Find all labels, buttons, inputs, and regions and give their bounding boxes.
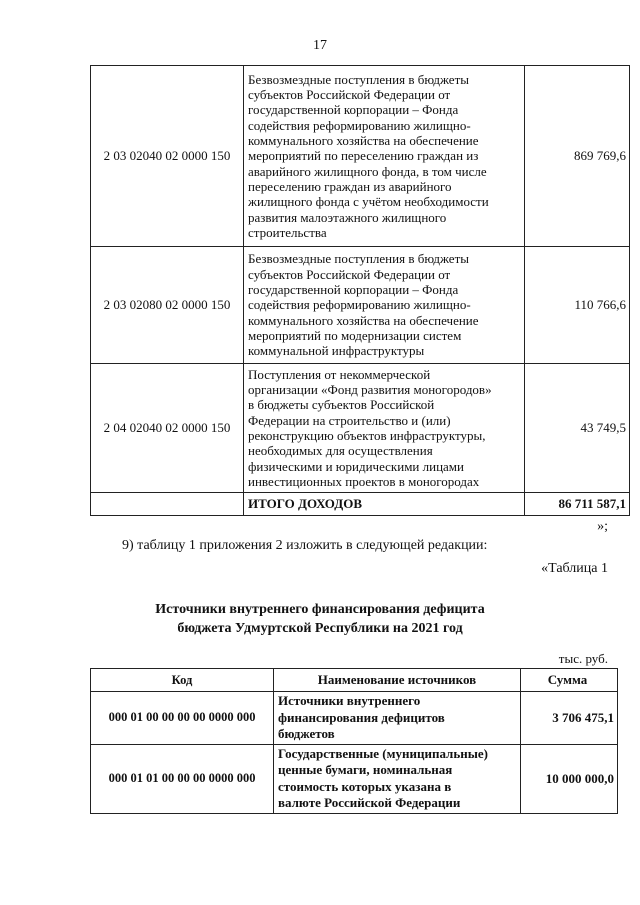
amendment-instruction: 9) таблицу 1 приложения 2 изложить в следующей редакции: xyxy=(122,538,488,553)
column-header-sum: Сумма xyxy=(521,669,618,692)
name-line: развития малоэтажного жилищного xyxy=(248,209,447,225)
name-line: ценные бумаги, номинальная xyxy=(278,762,453,777)
revenue-name-cell xyxy=(244,247,525,364)
table-row xyxy=(91,692,618,745)
name-line: необходимых для осуществления xyxy=(248,443,433,459)
name-line: Государственные (муниципальные) xyxy=(278,745,488,761)
name-line: организации «Фонд развития моногородов» xyxy=(248,382,492,398)
sources-table xyxy=(90,668,618,814)
source-code-cell: 000 01 01 00 00 00 0000 000 xyxy=(91,744,274,813)
revenue-name-cell xyxy=(244,66,525,247)
name-line: коммунальной инфраструктуры xyxy=(248,343,425,359)
name-line: финансирования дефицитов xyxy=(278,709,445,725)
name-line: Источники внутреннего xyxy=(278,693,421,708)
table-label: «Таблица 1 xyxy=(541,561,608,576)
section-title-line: Источники внутреннего финансирования дефицита xyxy=(155,602,485,617)
name-line: субъектов Российской Федерации от xyxy=(248,87,451,103)
source-amount-cell: 10 000 000,0 xyxy=(521,744,618,813)
revenue-amount-cell: 43 749,5 xyxy=(525,364,630,493)
revenue-amount-cell: 110 766,6 xyxy=(525,247,630,364)
name-line: Поступления от некоммерческой xyxy=(248,366,431,382)
name-line: валюте Российской Федерации xyxy=(278,795,461,810)
source-name-cell xyxy=(274,692,521,745)
revenue-code-cell: 2 03 02080 02 0000 150 xyxy=(91,247,244,364)
name-line: в бюджеты субъектов Российской xyxy=(248,397,435,413)
name-line: стоимость которых указана в xyxy=(278,778,452,794)
closing-quote: »; xyxy=(597,519,608,534)
name-line: государственной корпорации – Фонда xyxy=(248,102,459,118)
name-line: коммунального хозяйства на обеспечение xyxy=(248,133,479,149)
name-line: переселению граждан из аварийного xyxy=(248,178,452,194)
name-line: мероприятий по переселению граждан из xyxy=(248,148,479,164)
section-title xyxy=(0,600,640,638)
header-row xyxy=(91,669,618,692)
total-amount: 86 711 587,1 xyxy=(525,493,630,516)
source-amount-cell: 3 706 475,1 xyxy=(521,692,618,745)
table-row xyxy=(91,744,618,813)
name-line: субъектов Российской Федерации от xyxy=(248,266,451,282)
name-line: строительства xyxy=(248,224,327,240)
column-header-code: Код xyxy=(91,669,274,692)
total-code-cell xyxy=(91,493,244,516)
name-line: Безвозмездные поступления в бюджеты xyxy=(248,71,469,87)
name-line: коммунального хозяйства на обеспечение xyxy=(248,312,479,328)
name-line: содействия реформированию жилищно- xyxy=(248,297,471,313)
table-row xyxy=(91,66,630,247)
name-line: аварийного жилищного фонда, в том числе xyxy=(248,163,487,179)
name-line: жилищного фонда с учётом необходимости xyxy=(248,194,489,210)
units-label: тыс. руб. xyxy=(558,651,608,666)
column-header-name: Наименование источников xyxy=(274,669,521,692)
source-name-cell xyxy=(274,744,521,813)
name-line: государственной корпорации – Фонда xyxy=(248,282,459,298)
revenue-code-cell: 2 04 02040 02 0000 150 xyxy=(91,364,244,493)
name-line: бюджетов xyxy=(278,726,335,741)
name-line: содействия реформированию жилищно- xyxy=(248,117,471,133)
name-line: Безвозмездные поступления в бюджеты xyxy=(248,251,469,267)
revenue-code-cell: 2 03 02040 02 0000 150 xyxy=(91,66,244,247)
source-code-cell: 000 01 00 00 00 00 0000 000 xyxy=(91,692,274,745)
name-line: инвестиционных проектов в моногородах xyxy=(248,473,480,489)
total-label: ИТОГО ДОХОДОВ xyxy=(244,493,525,516)
page-number: 17 xyxy=(313,38,327,53)
revenue-name-cell xyxy=(244,364,525,493)
name-line: мероприятий по модернизации систем xyxy=(248,327,462,343)
table-row xyxy=(91,364,630,493)
section-title-line: бюджета Удмуртской Республики на 2021 год xyxy=(177,621,463,636)
total-row xyxy=(91,493,630,516)
name-line: физическими и юридическими лицами xyxy=(248,458,464,474)
name-line: Федерации на строительство и (или) xyxy=(248,412,451,428)
revenue-amount-cell: 869 769,6 xyxy=(525,66,630,247)
revenue-table xyxy=(90,65,630,516)
name-line: реконструкцию объектов инфраструктуры, xyxy=(248,428,486,443)
table-row xyxy=(91,247,630,364)
